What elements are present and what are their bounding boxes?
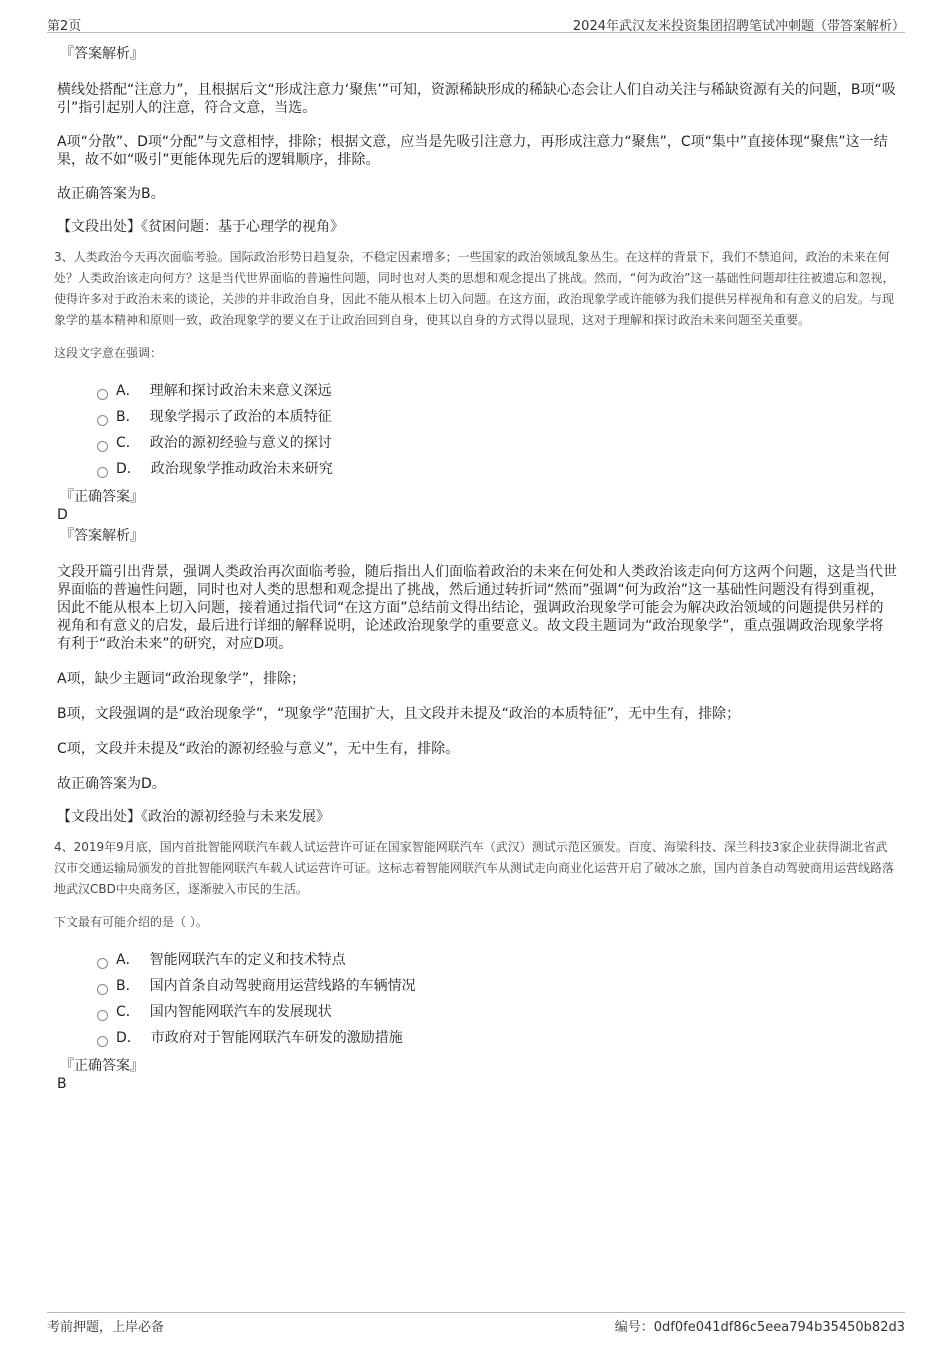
correct-answer-label: 『正确答案』 [60, 489, 144, 505]
question-4-prompt: 下文最有可能介绍的是（ ）。 [54, 915, 208, 929]
option-b[interactable]: B． 现象学揭示了政治的本质特征 [97, 404, 897, 430]
radio-icon[interactable] [97, 984, 108, 995]
radio-icon[interactable] [97, 415, 108, 426]
option-a[interactable]: A． 理解和探讨政治未来意义深远 [97, 378, 897, 404]
radio-icon[interactable] [97, 1036, 108, 1047]
radio-icon[interactable] [97, 389, 108, 400]
question-3-options [97, 378, 897, 482]
document-content [54, 45, 897, 1093]
source-citation: 【文段出处】《政治的源初经验与未来发展》 [57, 809, 330, 825]
analysis-paragraph: A项，缺少主题词“政治现象学”，排除； [57, 671, 306, 687]
radio-icon[interactable] [97, 441, 108, 452]
analysis-paragraph: 横线处搭配“注意力”，且根据后文“形成注意力‘聚焦’”可知，资源稀缺形成的稀缺心态会让人们自动关注与稀缺资源有关的问题，B项“吸引”指引起别人的注意，符合文意，当选。 [57, 82, 896, 116]
analysis-label: 『答案解析』 [60, 46, 144, 62]
option-d[interactable]: D． 市政府对于智能网联汽车研发的激励措施 [97, 1025, 897, 1051]
radio-icon[interactable] [97, 467, 108, 478]
question-4-text: 4、2019年9月底，国内首批智能网联汽车载人试运营许可证在国家智能网联汽车（武汉）测试示范区颁发。百度、海梁科技、深兰科技3家企业获得湖北省武汉市交通运输局颁发的首批智能网联汽车载人试运营许可证。这标志着智能网联汽车从测试走向商业化运营开启了破冰之旅，国内首条自动驾驶商用运营线路落地武汉CBD中央商务区，逐渐驶入市民的生活。 [54, 840, 895, 896]
analysis-label: 『答案解析』 [60, 528, 144, 544]
page-footer [47, 1312, 905, 1333]
analysis-paragraph: C项，文段并未提及“政治的源初经验与意义”，无中生有，排除。 [57, 741, 460, 757]
option-c[interactable]: C． 政治的源初经验与意义的探讨 [97, 430, 897, 456]
option-b[interactable]: B． 国内首条自动驾驶商用运营线路的车辆情况 [97, 973, 897, 999]
page-header [47, 12, 905, 33]
radio-icon[interactable] [97, 958, 108, 969]
source-citation: 【文段出处】《贫困问题：基于心理学的视角》 [57, 219, 344, 235]
analysis-conclusion: 故正确答案为D。 [57, 776, 166, 792]
footer-slogan: 考前押题，上岸必备 [47, 1320, 165, 1335]
analysis-paragraph: 文段开篇引出背景，强调人类政治再次面临考验，随后指出人们面临着政治的未来在何处和人类政治该走向何方这两个问题，这是当代世界面临的普遍性问题，同时也对人类的思想和观念提出了挑战，然后通过转折词“然而”强调“何为政治”这一基础性问题没有得到重视，因此不能从根本上切入问题，接着通过指代词“在这方面”总结前文得出结论，强调政治现象学可能会为解决政治领域的问题提供另样的视角和有意义的启发，最后进行详细的解释说明，论述政治现象学的重要意义。故文段主题词为“政治现象学”，重点强调政治现象学将有利于“政治未来”的研究，对应D项。 [57, 564, 897, 652]
radio-icon[interactable] [97, 1010, 108, 1021]
correct-answer: D [57, 507, 68, 523]
document-title: 2024年武汉友米投资集团招聘笔试冲刺题（带答案解析） [572, 19, 905, 34]
document-id: 编号：0df0fe041df86c5eea794b35450b82d3 [614, 1320, 905, 1335]
option-d[interactable]: D． 政治现象学推动政治未来研究 [97, 456, 897, 482]
question-3-prompt: 这段文字意在强调： [54, 346, 163, 360]
correct-answer: B [57, 1076, 67, 1092]
analysis-paragraph: A项“分散”、D项“分配”与文意相悖，排除；根据文意，应当是先吸引注意力，再形成注意力“聚焦”，C项“集中”直接体现“聚焦”这一结果，故不如“吸引”更能体现先后的逻辑顺序，排除。 [57, 134, 888, 168]
analysis-conclusion: 故正确答案为B。 [57, 186, 165, 202]
option-c[interactable]: C． 国内智能网联汽车的发展现状 [97, 999, 897, 1025]
question-4-options [97, 947, 897, 1051]
page-number: 第2页 [47, 19, 82, 34]
analysis-paragraph: B项，文段强调的是“政治现象学”，“现象学”范围扩大，且文段并未提及“政治的本质特征”，无中生有，排除； [57, 706, 741, 722]
option-a[interactable]: A． 智能网联汽车的定义和技术特点 [97, 947, 897, 973]
correct-answer-label: 『正确答案』 [60, 1058, 144, 1074]
question-3-text: 3、人类政治今天再次面临考验。国际政治形势日趋复杂，不稳定因素增多；一些国家的政治领域乱象丛生。在这样的背景下，我们不禁追问，政治的未来在何处？人类政治该走向何方？这是当代世界面临的普遍性问题，同时也对人类的思想和观念提出了挑战。然而，“何为政治”这一基础性问题却往往被遗忘和忽视，使得许多对于政治未来的谈论，关涉的并非政治自身，因此不能从根本上切入问题。在这方面，政治现象学或许能够为我们提供另样视角和有意义的启发。与现象学的基本精神和原则一致，政治现象学的要义在于让政治回到自身，使其以自身的方式得以显现，这对于理解和探讨政治未来问题至关重要。 [54, 250, 895, 327]
